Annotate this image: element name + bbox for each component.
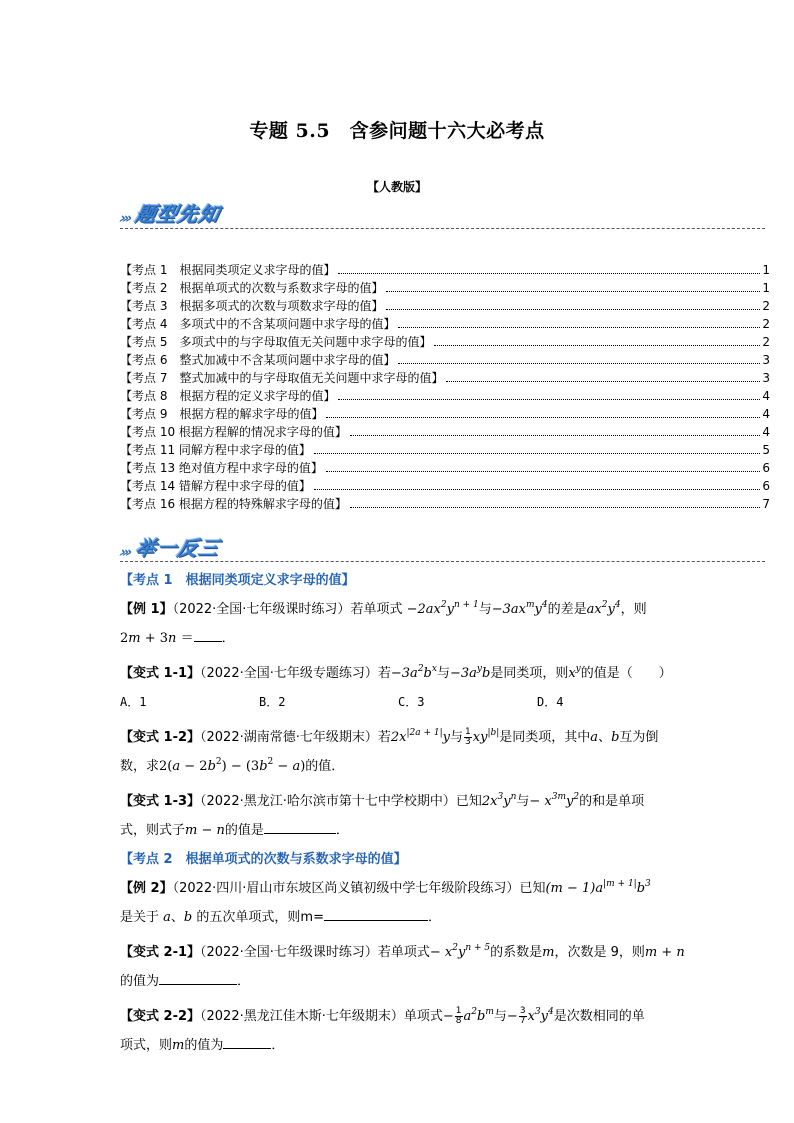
text: 若 bbox=[377, 730, 391, 745]
toc-entry-label: 【考点 13 绝对值方程中求字母的值】 bbox=[120, 461, 323, 475]
toc-entry[interactable] bbox=[120, 477, 770, 495]
toc-entry[interactable] bbox=[120, 333, 770, 351]
source: （2022·湖南常德·七年级期末） bbox=[200, 730, 378, 745]
answer-blank[interactable] bbox=[159, 970, 237, 985]
example-tag: 【例 1】 bbox=[120, 602, 173, 617]
text: 与 bbox=[450, 730, 464, 745]
variant-tag: 【变式 1-3】 bbox=[120, 794, 201, 809]
variant-1-3: 【变式 1-3】（2022·黑龙江·哈尔滨市第十七中学校期中）已知$2x^3y^n$与− $x^{3m}y^2$的和是单项 bbox=[120, 792, 645, 809]
toc-leader-dots bbox=[446, 381, 760, 382]
text: 的五次单项式，则 bbox=[196, 910, 301, 925]
toc-page-number: 4 bbox=[762, 389, 770, 403]
section-heading: 【考点 1 根据同类项定义求字母的值】 bbox=[120, 573, 355, 588]
text: ，则 bbox=[620, 602, 647, 617]
text: 若单项式 bbox=[350, 602, 403, 617]
toc-entry[interactable] bbox=[120, 423, 770, 441]
text: 的值为 bbox=[120, 974, 160, 989]
toc-entry-label: 【考点 7 整式加减中的与字母取值无关问题中求字母的值】 bbox=[120, 371, 444, 385]
toc-entry[interactable] bbox=[120, 315, 770, 333]
text: ． bbox=[221, 631, 235, 646]
toc-entry[interactable] bbox=[120, 441, 770, 459]
toc-page-number: 4 bbox=[762, 425, 770, 439]
variant-1-3-line2: 式，则式子m − n的值是 ． bbox=[120, 816, 770, 845]
text: 的值为 bbox=[184, 1038, 224, 1053]
option-d[interactable]: D．4 bbox=[537, 695, 564, 709]
toc-entry-label: 【考点 3 根据多项式的次数与项数求字母的值】 bbox=[120, 299, 384, 313]
toc-entry-label: 【考点 8 根据方程的定义求字母的值】 bbox=[120, 389, 336, 403]
main-content bbox=[120, 566, 770, 1060]
toc-entry[interactable] bbox=[120, 369, 770, 387]
variant-tag: 【变式 2-2】 bbox=[120, 1009, 201, 1024]
table-of-contents bbox=[120, 261, 770, 513]
toc-leader-dots bbox=[386, 309, 760, 310]
variant-1-1: 【变式 1-1】（2022·全国·七年级专题练习）若$-3a^2b^x$与$-3a^yb$是同类项，则$x^y$的值是（ ） bbox=[120, 664, 672, 681]
toc-entry-label: 【考点 4 多项式中的不含某项问题中求字母的值】 bbox=[120, 317, 396, 331]
answer-blank[interactable] bbox=[264, 819, 336, 834]
text: 是次数相同的单 bbox=[553, 1009, 645, 1024]
text: 的差是 bbox=[547, 602, 587, 617]
text: 与 bbox=[478, 602, 492, 617]
text: 的和是单项 bbox=[579, 794, 645, 809]
banner-title: 举一反三 bbox=[132, 536, 222, 560]
toc-entry[interactable] bbox=[120, 387, 770, 405]
variant-tag: 【变式 1-2】 bbox=[120, 730, 201, 745]
text: 是同类项，则 bbox=[490, 666, 569, 681]
triple-arrow-icon: ››› bbox=[117, 543, 132, 561]
options bbox=[120, 688, 770, 717]
source: （2022·全国·七年级专题练习） bbox=[200, 666, 378, 681]
toc-leader-dots bbox=[326, 471, 760, 472]
answer-blank[interactable] bbox=[223, 1034, 271, 1049]
toc-page-number: 5 bbox=[762, 443, 770, 457]
toc-entry-label: 【考点 10 根据方程解的情况求字母的值】 bbox=[120, 425, 347, 439]
text: 的系数是 bbox=[490, 945, 543, 960]
example-2: 【例 2】（2022·四川·眉山市东坡区尚义镇初级中学七年级阶段练习）已知$(m - 1)a^{|m + 1|}b^3$ bbox=[120, 879, 651, 896]
variant-1-2-line2: 数，求$2(a - 2b^2) - (3b^2 - a)$的值． bbox=[120, 757, 345, 774]
toc-leader-dots bbox=[338, 273, 760, 274]
toc-entry-label: 【考点 6 整式加减中不含某项问题中求字母的值】 bbox=[120, 353, 396, 367]
text: 已知 bbox=[519, 881, 546, 896]
toc-entry[interactable] bbox=[120, 279, 770, 297]
source: （2022·黑龙江佳木斯·七年级期末） bbox=[200, 1009, 404, 1024]
toc-leader-dots bbox=[386, 291, 760, 292]
example-1: 【例 1】（2022·全国·七年级课时练习）若单项式 $-2ax^2y^{n + 1}$与$-3ax^my^4$的差是$ax^2y^4$，则 bbox=[120, 600, 647, 617]
option-b[interactable]: B．2 bbox=[259, 695, 286, 709]
edition-label: 【人教版】 bbox=[366, 180, 427, 194]
variant-1-2: 【变式 1-2】（2022·湖南常德·七年级期末）若$2x^{|2a + 1|}y$与 $\frac{1}{3}$ $xy^{|b|}$是同类项，其中a、b互为倒 bbox=[120, 727, 659, 747]
source: （2022·全国·七年级课时练习） bbox=[172, 602, 351, 617]
toc-entry-label: 【考点 2 根据单项式的次数与系数求字母的值】 bbox=[120, 281, 384, 295]
example-1-line2: 2m + 3n ＝ ． bbox=[120, 624, 770, 653]
toc-page-number: 1 bbox=[762, 263, 770, 277]
toc-page-number: 6 bbox=[762, 461, 770, 475]
divider bbox=[120, 228, 765, 229]
toc-entry[interactable] bbox=[120, 297, 770, 315]
toc-leader-dots bbox=[434, 345, 760, 346]
toc-entry-label: 【考点 9 根据方程的解求字母的值】 bbox=[120, 407, 324, 421]
variant-2-1: 【变式 2-1】（2022·全国·七年级课时练习）若单项式− $x^2y^{n + 5}$的系数是m，次数是 9，则m + n bbox=[120, 943, 685, 960]
toc-page-number: 2 bbox=[762, 299, 770, 313]
option-a[interactable]: A．1 bbox=[120, 695, 147, 709]
text: 与 bbox=[493, 1009, 507, 1024]
toc-leader-dots bbox=[326, 417, 760, 418]
answer-blank[interactable] bbox=[324, 906, 428, 921]
text: ，次数是 9，则 bbox=[554, 945, 645, 960]
text: 式，则式子 bbox=[120, 823, 186, 838]
toc-leader-dots bbox=[350, 435, 760, 436]
toc-entry[interactable] bbox=[120, 459, 770, 477]
text: 单项式 bbox=[403, 1009, 443, 1024]
source: （2022·黑龙江·哈尔滨市第十七中学校期中） bbox=[200, 794, 456, 809]
text: 、 bbox=[170, 910, 184, 925]
text: 、 bbox=[598, 730, 612, 745]
toc-entry-label: 【考点 14 错解方程中求字母的值】 bbox=[120, 479, 311, 493]
toc-page-number: 2 bbox=[762, 317, 770, 331]
toc-page-number: 4 bbox=[762, 407, 770, 421]
toc-entry[interactable] bbox=[120, 351, 770, 369]
example-2-line2: 是关于 a、b 的五次单项式，则m= ． bbox=[120, 903, 770, 932]
section-banner-practice bbox=[117, 531, 222, 561]
text: 的值是（ ） bbox=[580, 666, 672, 681]
toc-leader-dots bbox=[398, 327, 760, 328]
section-banner-overview bbox=[117, 197, 222, 227]
text: ． bbox=[427, 910, 441, 925]
toc-leader-dots bbox=[338, 399, 760, 400]
text: 互为倒 bbox=[619, 730, 659, 745]
toc-page-number: 7 bbox=[762, 497, 770, 511]
text: ． bbox=[237, 974, 251, 989]
answer-blank[interactable] bbox=[194, 627, 222, 642]
text: 与 bbox=[516, 794, 530, 809]
toc-entry[interactable] bbox=[120, 261, 770, 279]
text: ＝ bbox=[180, 631, 194, 646]
toc-entry[interactable] bbox=[120, 405, 770, 423]
toc-leader-dots bbox=[314, 489, 760, 490]
text: 若 bbox=[377, 666, 391, 681]
variant-2-1-line2 bbox=[120, 967, 770, 996]
text: 项式，则 bbox=[120, 1038, 173, 1053]
toc-page-number: 1 bbox=[762, 281, 770, 295]
text: 是同类项，其中 bbox=[499, 730, 591, 745]
toc-entry-label: 【考点 5 多项式中的与字母取值无关问题中求字母的值】 bbox=[120, 335, 432, 349]
variant-2-2-line2: 项式，则m的值为 ． bbox=[120, 1031, 770, 1060]
text: 是关于 bbox=[120, 910, 160, 925]
text: 数，求 bbox=[120, 759, 160, 774]
variant-tag: 【变式 2-1】 bbox=[120, 945, 201, 960]
source: （2022·四川·眉山市东坡区尚义镇初级中学七年级阶段练习） bbox=[172, 881, 520, 896]
text: ． bbox=[271, 1038, 285, 1053]
toc-leader-dots bbox=[350, 507, 760, 508]
toc-entry[interactable] bbox=[120, 495, 770, 513]
text: ． bbox=[335, 823, 349, 838]
text: 与 bbox=[436, 666, 450, 681]
text: 的值是 bbox=[224, 823, 264, 838]
toc-page-number: 3 bbox=[762, 353, 770, 367]
variant-2-2: 【变式 2-2】（2022·黑龙江佳木斯·七年级期末）单项式− $\frac{1}{8}$ $a^2b^m$与− $\frac{3}{7}$ $x^3y^4$是次数相同的单 bbox=[120, 1006, 645, 1026]
page-title: 专题 5.5 含参问题十六大必考点 bbox=[249, 120, 545, 142]
toc-page-number: 3 bbox=[762, 371, 770, 385]
toc-leader-dots bbox=[398, 363, 760, 364]
toc-entry-label: 【考点 11 同解方程中求字母的值】 bbox=[120, 443, 311, 457]
source: （2022·全国·七年级课时练习） bbox=[200, 945, 378, 960]
divider bbox=[120, 561, 765, 562]
example-tag: 【例 2】 bbox=[120, 881, 173, 896]
text: 的值． bbox=[305, 759, 345, 774]
toc-entry-label: 【考点 1 根据同类项定义求字母的值】 bbox=[120, 263, 336, 277]
variant-tag: 【变式 1-1】 bbox=[120, 666, 201, 681]
toc-entry-label: 【考点 16 根据方程的特殊解求字母的值】 bbox=[120, 497, 347, 511]
text: 已知 bbox=[455, 794, 482, 809]
toc-page-number: 6 bbox=[762, 479, 770, 493]
toc-page-number: 2 bbox=[762, 335, 770, 349]
text: 若单项式 bbox=[377, 945, 430, 960]
banner-title: 题型先知 bbox=[132, 202, 222, 226]
section-heading: 【考点 2 根据单项式的次数与系数求字母的值】 bbox=[120, 852, 407, 867]
text: m= bbox=[300, 910, 324, 925]
triple-arrow-icon: ››› bbox=[117, 209, 132, 227]
toc-leader-dots bbox=[314, 453, 760, 454]
option-c[interactable]: C．3 bbox=[398, 695, 425, 709]
